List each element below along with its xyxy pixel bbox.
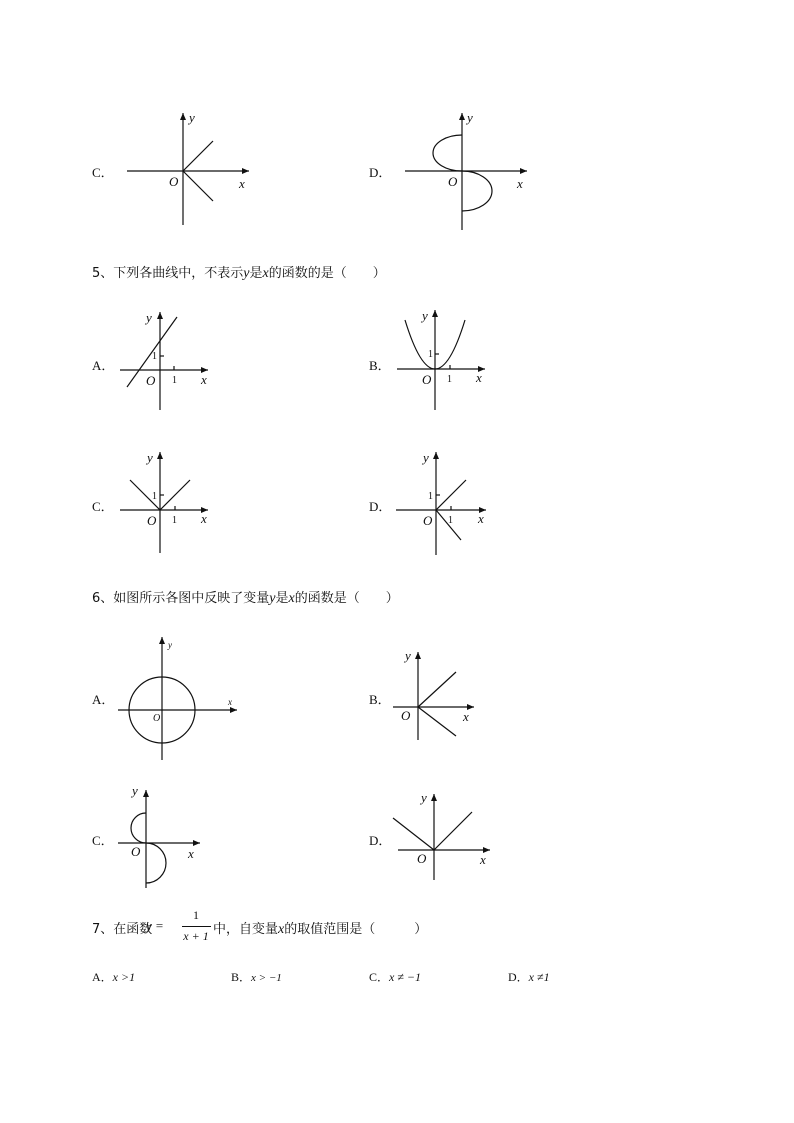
q6d-y-label: y <box>421 790 427 805</box>
q5c-origin-label: O <box>147 513 157 528</box>
q5c-x-label: x <box>201 511 207 526</box>
q7-option-a[interactable] <box>92 968 135 985</box>
q4c-origin-label: O <box>169 174 179 189</box>
q6a-x-label: x <box>228 697 232 707</box>
q7-option-d-expr: x ≠1 <box>528 970 550 984</box>
q6c-x-label: x <box>188 846 194 861</box>
q5d-x-unit: 1 <box>448 515 453 526</box>
q6c-y-label: y <box>132 783 138 798</box>
q5a-y-label: y <box>146 310 152 325</box>
q5d-x-label: x <box>478 511 484 526</box>
q7-prefix: 7、在函数 <box>92 922 153 937</box>
q6d-origin-label: O <box>417 851 427 866</box>
q6-option-c-label[interactable]: C． <box>92 833 114 848</box>
q7-fraction-bar <box>182 926 211 927</box>
q7-option-b-letter: B． <box>231 970 252 984</box>
q6b-y-label: y <box>405 648 411 663</box>
q5d-y-unit: 1 <box>428 491 433 502</box>
q5a-y-unit: 1 <box>152 351 157 362</box>
q6b-origin-label: O <box>401 708 411 723</box>
q5b-y-unit: 1 <box>428 349 433 360</box>
q6c-origin-label: O <box>131 844 141 859</box>
q7-option-a-expr: x >1 <box>112 970 136 984</box>
q4-option-c-label[interactable]: C． <box>92 165 114 180</box>
q5c-y-label: y <box>147 450 153 465</box>
q4d-origin-label: O <box>448 174 458 189</box>
q5a-origin-label: O <box>146 373 156 388</box>
q7-option-b[interactable] <box>231 968 282 985</box>
q5b-y-label: y <box>422 308 428 323</box>
q7-option-b-expr: x > −1 <box>251 972 282 984</box>
q6-option-b-label[interactable]: B． <box>369 692 391 707</box>
q7-fraction-numerator: 1 <box>193 908 199 922</box>
q5d-y-label: y <box>423 450 429 465</box>
q7-function-lhs: y = <box>146 918 164 933</box>
q5d-origin-label: O <box>423 513 433 528</box>
q6-option-a-label[interactable]: A． <box>92 692 115 707</box>
q4c-y-label: y <box>189 110 195 125</box>
q5c-y-unit: 1 <box>152 491 157 502</box>
q6-question-text: 6、如图所示各图中反映了变量y是x的函数是（ ） <box>92 591 399 606</box>
q4c-x-label: x <box>239 176 245 191</box>
q5-option-c-label[interactable]: C． <box>92 499 114 514</box>
q5b-x-label: x <box>476 370 482 385</box>
q5-option-d-label[interactable]: D． <box>369 499 392 514</box>
q6a-origin-label: O <box>153 713 161 724</box>
q5b-x-unit: 1 <box>447 374 452 385</box>
q7-middle-text: 中，自变量x的取值范围是（ ） <box>213 922 428 937</box>
q4-option-d-label[interactable]: D． <box>369 165 392 180</box>
q5c-x-unit: 1 <box>172 515 177 526</box>
q6b-x-label: x <box>463 709 469 724</box>
q6d-x-label: x <box>480 852 486 867</box>
q4d-y-label: y <box>467 110 473 125</box>
q7-option-d[interactable] <box>508 968 550 985</box>
q4d-x-label: x <box>517 176 523 191</box>
q7-fraction-denominator: x + 1 <box>183 929 209 943</box>
q7-option-c-expr: x ≠ −1 <box>389 970 422 984</box>
q7-option-a-letter: A． <box>92 970 113 984</box>
q7-option-d-letter: D． <box>508 970 529 984</box>
q7-option-c[interactable] <box>369 968 421 985</box>
q5-option-a-label[interactable]: A． <box>92 358 115 373</box>
q5a-x-label: x <box>201 372 207 387</box>
q6a-y-label: y <box>168 640 172 650</box>
q5-question-text: 5、下列各曲线中，不表示y是x的函数的是（ ） <box>92 266 386 281</box>
q7-option-c-letter: C． <box>369 970 390 984</box>
q5b-origin-label: O <box>422 372 432 387</box>
q6-option-d-label[interactable]: D． <box>369 833 392 848</box>
q5a-x-unit: 1 <box>172 375 177 386</box>
q5-option-b-label[interactable]: B． <box>369 358 391 373</box>
